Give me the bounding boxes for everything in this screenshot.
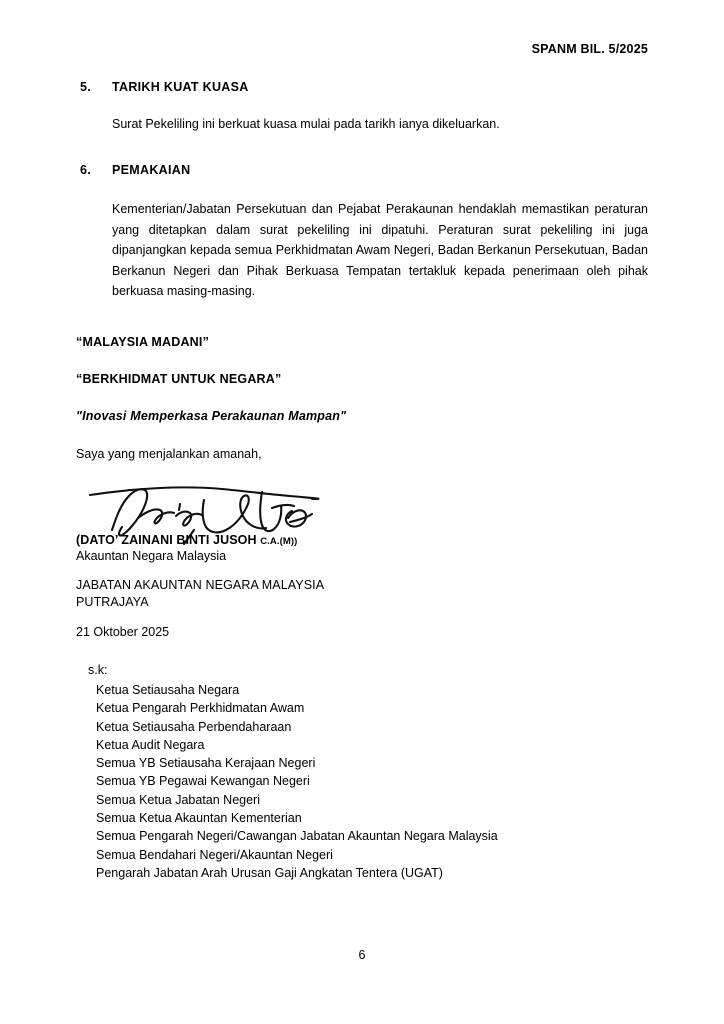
list-item: Semua Bendahari Negeri/Akauntan Negeri: [96, 847, 333, 862]
section-number: 5.: [80, 80, 92, 94]
section-title: PEMAKAIAN: [112, 163, 191, 177]
handwritten-signature-icon: [76, 478, 376, 540]
organisation-block: [76, 577, 324, 610]
section-title: TARIKH KUAT KUASA: [112, 80, 249, 94]
section-heading: [80, 80, 648, 94]
list-item: Semua YB Setiausaha Kerajaan Negeri: [96, 756, 316, 771]
section-number: 6.: [80, 163, 92, 177]
section-paragraph: Surat Pekeliling ini berkuat kuasa mulai pada tarikh ianya dikeluarkan.: [112, 117, 500, 131]
section-pemakaian: [80, 163, 648, 302]
list-item: Ketua Pengarah Perkhidmatan Awam: [96, 701, 305, 716]
section-heading: [80, 163, 648, 177]
section-paragraph: Kementerian/Jabatan Persekutuan dan Pejabat Perakaunan hendaklah memastikan peraturan yang ditetapkan dalam surat pekeliling ini dipatuhi. Peraturan surat pekeliling ini juga dipanjangkan kepada semua Perkhidmatan Awam Negeri, Badan Berkanun Persekutuan, Badan Berkanun Negeri dan Pihak Berkuasa Tempatan tertakluk kepada penerimaan oleh pihak berkuasa masing-masing.: [112, 202, 648, 298]
slogan-malaysia-madani: “MALAYSIA MADANI”: [76, 335, 210, 349]
signer-name-text: (DATO’ ZAINANI BINTI JUSOH: [76, 533, 257, 547]
signer-title: Akauntan Negara Malaysia: [76, 549, 227, 563]
distribution-block: [88, 663, 498, 882]
signature-block: [76, 478, 376, 540]
list-item: Ketua Setiausaha Negara: [96, 683, 240, 697]
list-item: Pengarah Jabatan Arah Urusan Gaji Angkatan Tentera (UGAT): [96, 865, 443, 880]
slogan-berkhidmat-untuk-negara: “BERKHIDMAT UNTUK NEGARA”: [76, 372, 282, 386]
signer-qualification: C.A.(M)): [260, 536, 298, 547]
list-item: Semua YB Pegawai Kewangan Negeri: [96, 774, 310, 789]
signer-name: [76, 533, 297, 547]
page-number: 6: [358, 948, 366, 962]
slogan-inovasi-memperkasa: "Inovasi Memperkasa Perakaunan Mampan": [76, 409, 347, 423]
closing-salutation: Saya yang menjalankan amanah,: [76, 447, 262, 461]
document-reference-header: SPANM BIL. 5/2025: [531, 42, 648, 56]
section-tarikh-kuat-kuasa: [80, 80, 648, 135]
document-date: 21 Oktober 2025: [76, 625, 170, 639]
list-item: Ketua Setiausaha Perbendaharaan: [96, 719, 292, 734]
list-item: Semua Ketua Jabatan Negeri: [96, 792, 260, 807]
distribution-label: s.k:: [88, 663, 108, 677]
organisation-name: JABATAN AKAUNTAN NEGARA MALAYSIA: [76, 578, 325, 592]
distribution-list: [88, 681, 498, 882]
organisation-location: PUTRAJAYA: [76, 594, 149, 609]
list-item: Semua Pengarah Negeri/Cawangan Jabatan Akauntan Negara Malaysia: [96, 829, 498, 844]
list-item: Ketua Audit Negara: [96, 737, 205, 752]
list-item: Semua Ketua Akauntan Kementerian: [96, 811, 302, 826]
